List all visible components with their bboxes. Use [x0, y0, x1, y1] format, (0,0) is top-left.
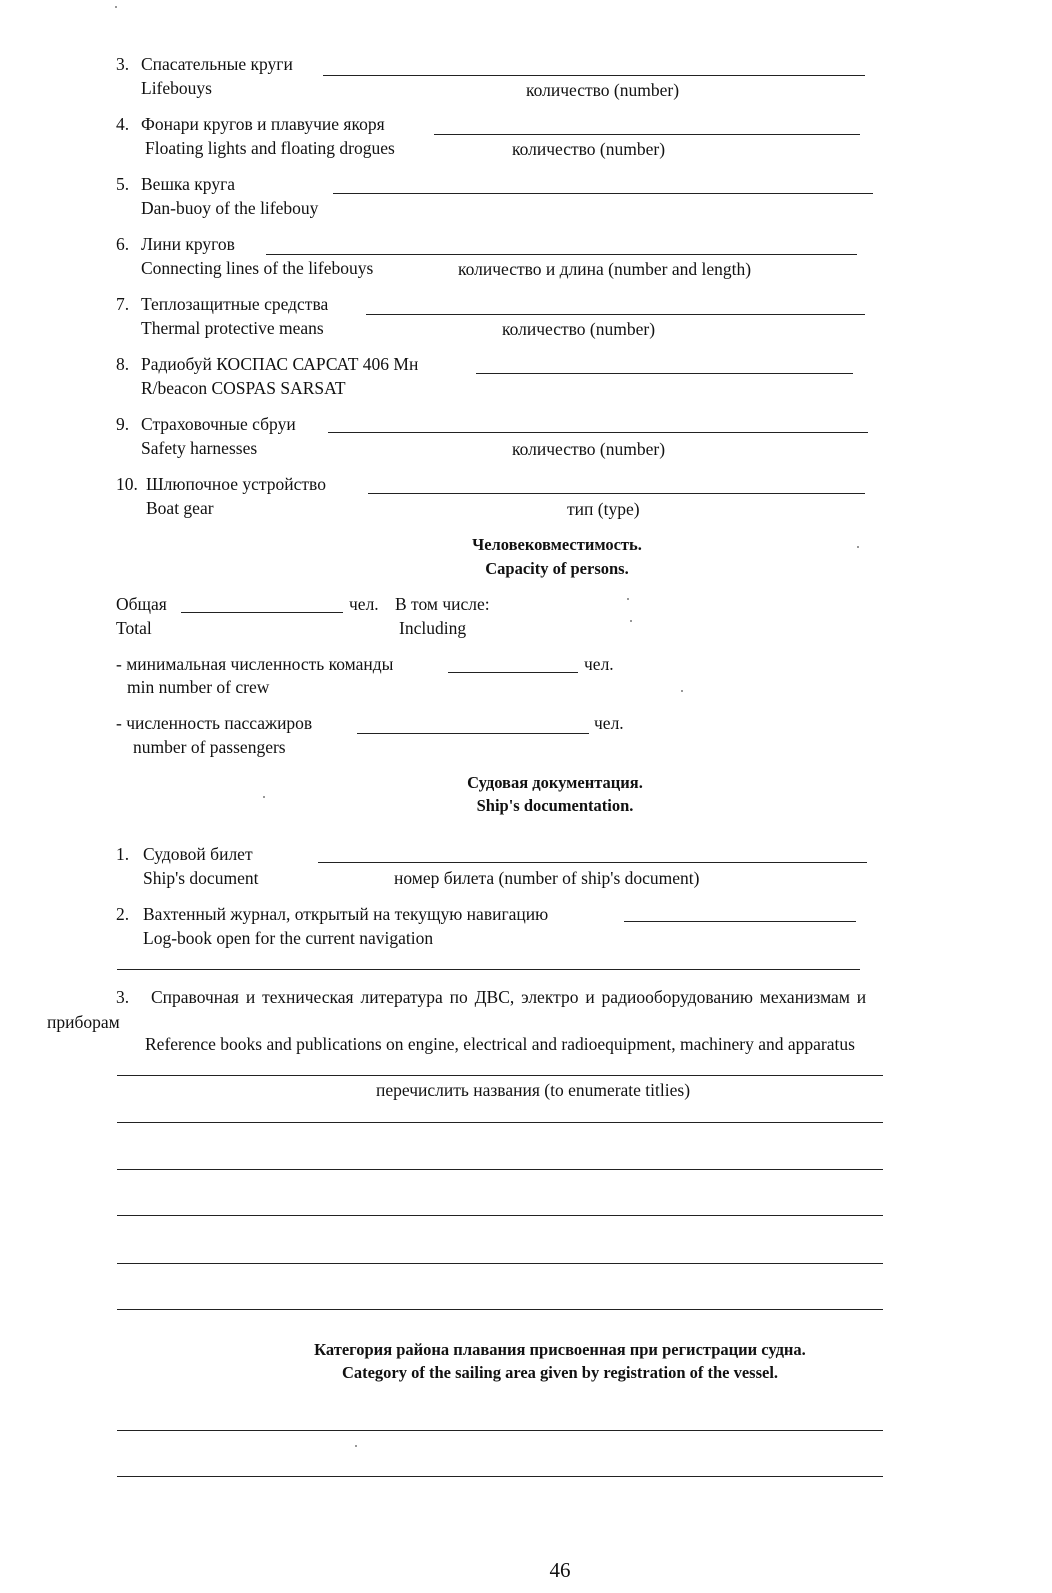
item-number: 3.: [116, 54, 130, 74]
fill-line[interactable]: [266, 254, 857, 255]
unit-label: чел.: [594, 713, 624, 733]
item-label-ru: Лини кругов: [141, 234, 235, 254]
scan-speck: [627, 598, 629, 600]
item-label-ru: Вахтенный журнал, открытый на текущую навигацию: [143, 904, 549, 924]
crew-label-ru: - минимальная численность команды: [116, 654, 394, 674]
total-field[interactable]: [181, 612, 343, 613]
scan-speck: [681, 690, 683, 692]
item-number: 8.: [116, 354, 130, 374]
unit-label: чел.: [584, 654, 614, 674]
item-label-en: Ship's document: [143, 868, 259, 888]
passengers-label-en: number of passengers: [133, 737, 286, 757]
fill-line[interactable]: [117, 1263, 883, 1264]
item-label-ru: Справочная и техническая литература по ДВС, электро и радиооборудованию механизмам и: [151, 987, 867, 1007]
fill-line[interactable]: [117, 1309, 883, 1310]
fill-line[interactable]: [117, 1075, 883, 1076]
fill-line[interactable]: [476, 373, 853, 374]
section-title-en: Ship's documentation.: [476, 796, 634, 815]
field-hint: номер билета (number of ship's document): [394, 868, 700, 888]
item-label-en: Log-book open for the current navigation: [143, 928, 434, 948]
fill-line[interactable]: [434, 134, 860, 135]
item-label-ru: Страховочные сбруи: [141, 414, 296, 434]
fill-line[interactable]: [117, 1476, 883, 1477]
fill-line[interactable]: [323, 75, 865, 76]
unit-label: чел.: [349, 594, 379, 614]
field-hint: количество (number): [512, 439, 666, 459]
item-number: 7.: [116, 294, 130, 314]
scan-speck: [630, 620, 632, 622]
scan-speck: [115, 6, 117, 8]
total-label-ru: Общая: [116, 594, 167, 614]
item-label-ru: Фонари кругов и плавучие якоря: [141, 114, 385, 134]
item-label-ru: Вешка круга: [141, 174, 236, 194]
item-label-en: Safety harnesses: [141, 438, 258, 458]
fill-line[interactable]: [117, 1215, 883, 1216]
total-label-en: Total: [116, 618, 152, 638]
item-number: 3.: [116, 987, 130, 1007]
field-hint: количество (number): [526, 80, 680, 100]
fill-line[interactable]: [117, 1430, 883, 1431]
item-label-en: Boat gear: [146, 498, 214, 518]
item-label-en: Floating lights and floating drogues: [145, 138, 395, 158]
crew-label-en: min number of crew: [127, 677, 270, 697]
section-title-en: Capacity of persons.: [485, 559, 629, 578]
item-label-en: Connecting lines of the lifebouys: [141, 258, 374, 278]
passengers-label-ru: - численность пассажиров: [116, 713, 313, 733]
field-hint: количество и длина (number and length): [458, 259, 752, 279]
including-label-en: Including: [399, 618, 467, 638]
fill-line[interactable]: [117, 1122, 883, 1123]
scan-speck: [263, 796, 265, 798]
section-title-ru: Категория района плавания присвоенная при регистрации судна.: [314, 1340, 806, 1359]
fill-line[interactable]: [333, 193, 873, 194]
field-hint: количество (number): [512, 139, 666, 159]
passengers-field[interactable]: [357, 733, 589, 734]
fill-line[interactable]: [117, 1169, 883, 1170]
field-hint: количество (number): [502, 319, 656, 339]
section-title-ru: Судовая документация.: [467, 773, 643, 792]
item-number: 9.: [116, 414, 130, 434]
including-label-ru: В том числе:: [395, 594, 490, 614]
fill-line[interactable]: [368, 493, 865, 494]
item-label-ru: Судовой билет: [143, 844, 253, 864]
field-hint: тип (type): [567, 499, 640, 519]
logbook-field[interactable]: [624, 921, 856, 922]
item-number: 4.: [116, 114, 130, 134]
section-title-ru: Человековместимость.: [472, 535, 642, 554]
page-number: 46: [549, 1558, 571, 1582]
section-title-en: Category of the sailing area given by registration of the vessel.: [341, 1363, 779, 1382]
item-label-ru: Шлюпочное устройство: [146, 474, 326, 494]
item-label-en: Thermal protective means: [141, 318, 324, 338]
document-number-field[interactable]: [318, 862, 867, 863]
scan-speck: [857, 546, 859, 548]
item-number: 5.: [116, 174, 130, 194]
fill-line[interactable]: [366, 314, 865, 315]
crew-field[interactable]: [448, 672, 578, 673]
item-label-en: Lifebouys: [141, 78, 212, 98]
item-label-en: R/beacon COSPAS SARSAT: [141, 378, 346, 398]
field-hint: перечислить названия (to enumerate titlies): [376, 1080, 691, 1100]
item-number: 6.: [116, 234, 130, 254]
fill-line[interactable]: [117, 969, 860, 970]
item-label-en: Dan-buoy of the lifebouy: [141, 198, 319, 218]
item-label-ru: Спасательные круги: [141, 54, 293, 74]
item-label-ru: Теплозащитные средства: [141, 294, 329, 314]
fill-line[interactable]: [328, 432, 868, 433]
item-label-en: Reference books and publications on engine, electrical and radioequipment, machinery and apparatus: [145, 1034, 855, 1054]
item-number: 10.: [116, 474, 138, 494]
item-number: 1.: [116, 844, 130, 864]
item-number: 2.: [116, 904, 130, 924]
item-label-ru-wrap: приборам: [47, 1012, 120, 1032]
item-label-ru: Радиобуй КОСПАС САРСАТ 406 Мн: [141, 354, 419, 374]
scan-speck: [355, 1445, 357, 1447]
